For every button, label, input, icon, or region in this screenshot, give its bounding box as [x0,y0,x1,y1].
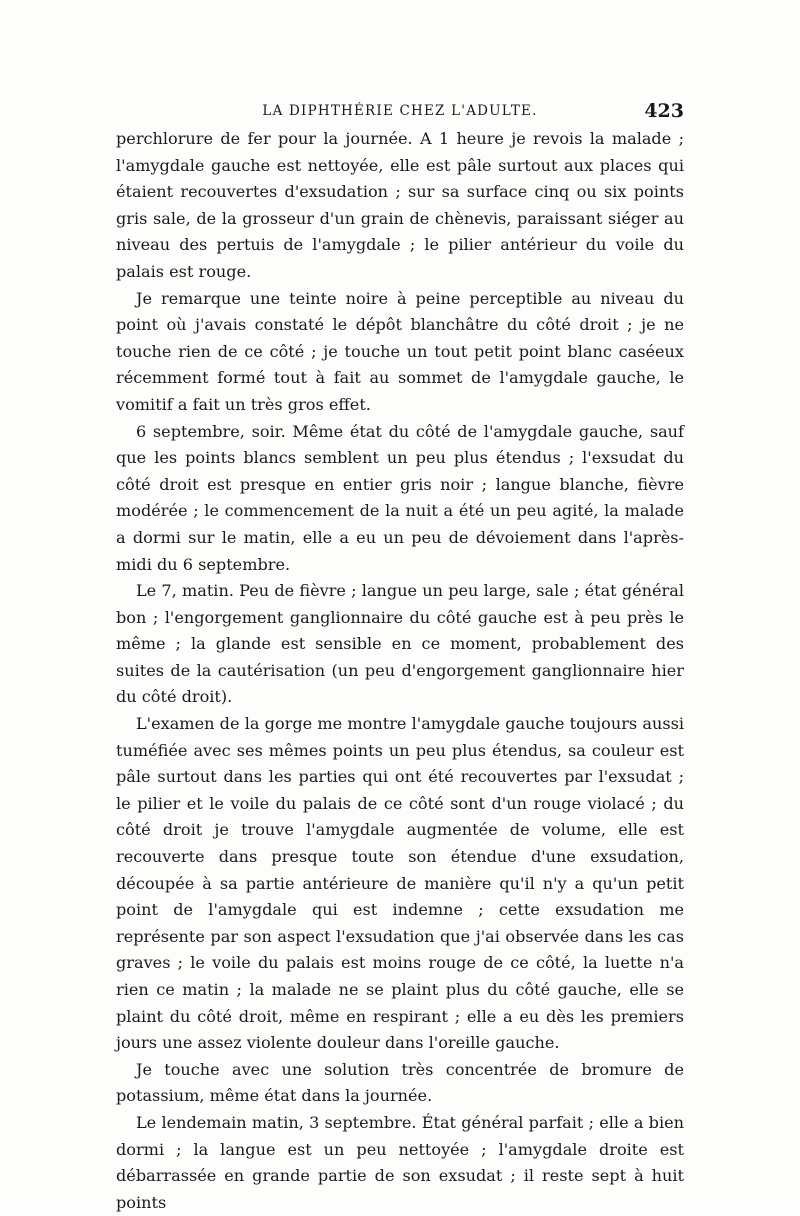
paragraph: Le lendemain matin, 3 septembre. État général parfait ; elle a bien dormi ; la langue est un peu nettoyée ; l'amygdale droite est débarrassée en grande partie de son exsudat ; il reste sept à huit points [116,1112,684,1212]
page-number: 423 [644,100,684,122]
paragraph: L'examen de la gorge me montre l'amygdale gauche toujours aussi tuméfiée avec ses mêmes points un peu plus étendus, sa couleur est pâle surtout dans les parties qui ont été recouvertes par l'exsudat ; le pilier et le voile du palais de ce côté sont d'un rouge violacé ; du côté droit je trouve l'amygdale augmentée de volume, elle est recouverte dans presque toute son étendue d'une exsudation, découpée à sa partie antérieure de manière qu'il n'y a qu'un petit point de l'amygdale qui est indemne ; cette exsudation me représente par son aspect l'exsudation que j'ai observée dans les cas graves ; le voile du palais est moins rouge de ce côté, la luette n'a rien ce matin ; la malade ne se plaint plus du côté gauche, elle se plaint du côté droit, même en respirant ; elle a eu dès les premiers jours une assez violente douleur dans l'oreille gauche. [116,714,684,1053]
paragraph: Le 7, matin. Peu de fièvre ; langue un peu large, sale ; état général bon ; l'engorgement ganglionnaire du côté gauche est à peu près le même ; la glande est sensible en ce moment, probablement des suites de la cautérisation (un peu d'engorgement ganglionnaire hier du côté droit). [116,581,684,707]
paragraph: perchlorure de fer pour la journée. A 1 heure je revois la malade ; l'amygdale gauche est nettoyée, elle est pâle surtout aux places qui étaient recouvertes d'exsudation ; sur sa surface cinq ou six points gris sale, de la grosseur d'un grain de chènevis, paraissant siéger au niveau des pertuis de l'amygdale ; le pilier antérieur du voile du palais est rouge. [116,129,684,281]
paragraph: Je touche avec une solution très concentrée de bromure de potassium, même état dans la journée. [116,1059,684,1106]
running-header [116,96,684,126]
paragraph: Je remarque une teinte noire à peine perceptible au niveau du point où j'avais constaté le dépôt blanchâtre du côté droit ; je ne touche rien de ce côté ; je touche un tout petit point blanc caséeux récemment formé tout à fait au sommet de l'amygdale gauche, le vomitif a fait un très gros effet. [116,288,684,414]
paragraph: 6 septembre, soir. Même état du côté de l'amygdale gauche, sauf que les points blancs semblent un peu plus étendus ; l'exsudat du côté droit est presque en entier gris noir ; langue blanche, fièvre modérée ; le commencement de la nuit a été un peu agité, la malade a dormi sur le matin, elle a eu un peu de dévoiement dans l'après-midi du 6 septembre. [116,421,684,574]
body-text [116,126,684,1216]
running-title: LA DIPHTHÉRIE CHEZ L'ADULTE. [262,103,538,119]
